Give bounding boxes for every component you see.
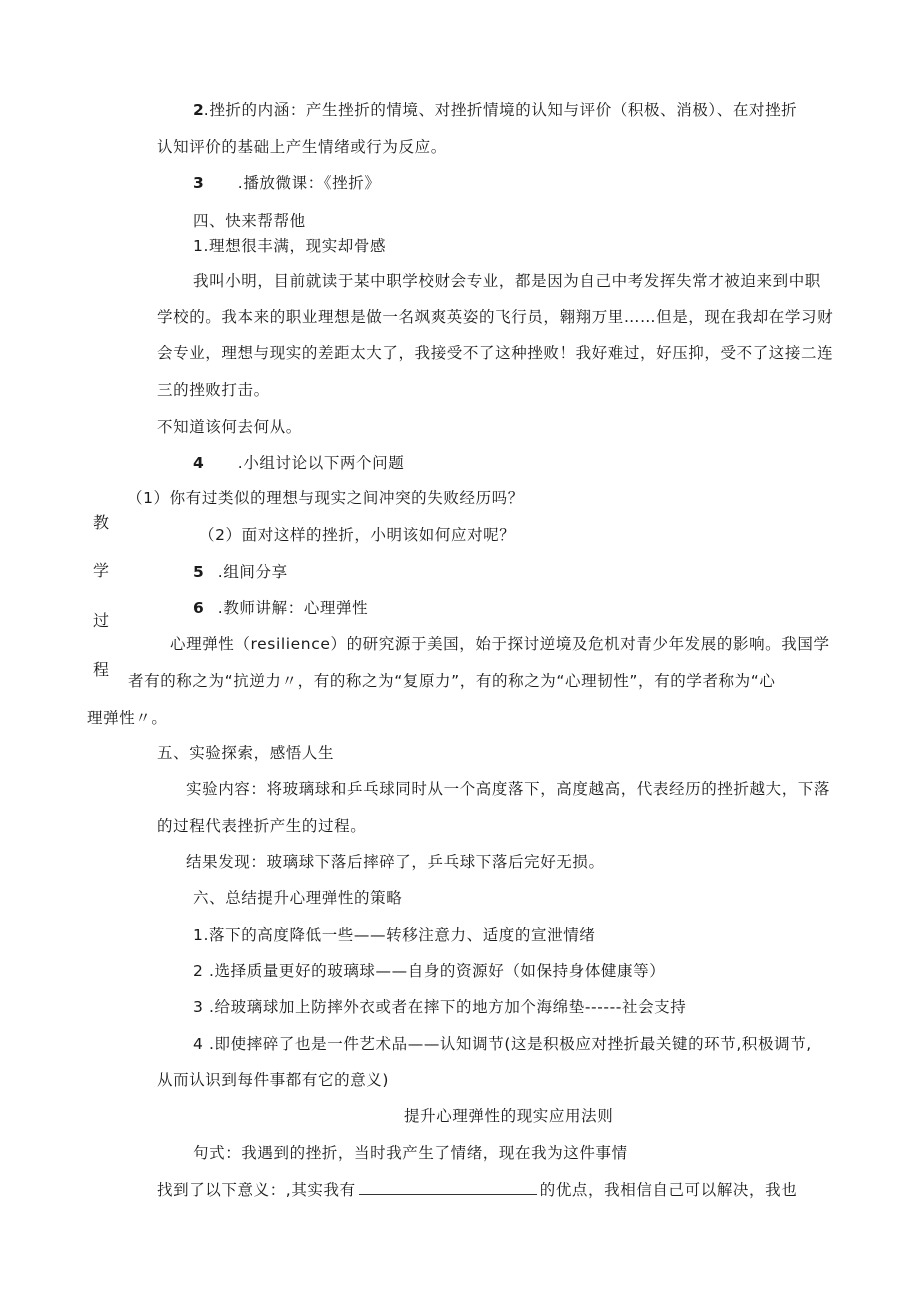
strategy-item: 1.落下的高度降低一些——转移注意力、适度的宣泄情绪 bbox=[193, 926, 596, 944]
strategy-item: 3 .给玻璃球加上防摔外衣或者在摔下的地方加个海绵垫------社会支持 bbox=[193, 998, 687, 1016]
story-line: 学校的。我本来的职业理想是做一名飒爽英姿的飞行员，翱翔万里……但是，现在我却在学习财 bbox=[157, 308, 834, 326]
item-5-text: .组间分享 bbox=[217, 563, 288, 581]
rule-line-1: 句式：我遇到的挫折，当时我产生了情绪，现在我为这件事情 bbox=[193, 1144, 628, 1162]
experiment-result: 结果发现：玻璃球下落后摔碎了，乒乓球下落后完好无损。 bbox=[186, 853, 605, 871]
question-2: （2）面对这样的挫折，小明该如何应对呢？ bbox=[199, 526, 516, 544]
rule-line-2-end: 的优点，我相信自己可以解决，我也 bbox=[539, 1181, 798, 1199]
item-3-text: .播放微课：《挫折》 bbox=[237, 174, 381, 192]
rule-line-2 bbox=[157, 1180, 797, 1200]
strategy-item-cont: 从而认识到每件事都有它的意义) bbox=[157, 1071, 390, 1089]
item-4 bbox=[193, 453, 404, 473]
section-4-subtitle: 1.理想很丰满，现实却骨感 bbox=[193, 237, 387, 255]
resilience-line: 心理弹性（resilience）的研究源于美国，始于探讨逆境及危机对青少年发展的影响。我国学 bbox=[170, 635, 830, 653]
item-3-number: 3 bbox=[193, 174, 204, 192]
side-label-char: 过 bbox=[93, 611, 110, 630]
rule-line-2-start: 找到了以下意义：,其实我有 bbox=[157, 1181, 356, 1199]
side-label-char: 学 bbox=[93, 561, 110, 580]
story-line: 我叫小明，目前就读于某中职学校财会专业，都是因为自己中考发挥失常才被迫来到中职 bbox=[193, 272, 821, 290]
item-6-number: 6 bbox=[193, 599, 204, 617]
item-4-number: 4 bbox=[193, 454, 204, 472]
side-label-char: 程 bbox=[93, 660, 110, 679]
item-2-line-2: 认知评价的基础上产生情绪或行为反应。 bbox=[157, 138, 447, 156]
item-5-number: 5 bbox=[193, 563, 204, 581]
section-4-heading: 四、快来帮帮他 bbox=[193, 212, 306, 230]
item-6-text: .教师讲解：心理弹性 bbox=[217, 599, 369, 617]
strategy-item: 2 .选择质量更好的玻璃球——自身的资源好（如保持身体健康等） bbox=[193, 962, 666, 980]
item-2-text: .挫折的内涵：产生挫折的情境、对挫折情境的认知与评价（积极、消极）、在对挫折 bbox=[203, 101, 798, 119]
section-5-heading: 五、实验探索，感悟人生 bbox=[157, 744, 335, 762]
item-6 bbox=[193, 598, 368, 618]
fill-in-blank[interactable] bbox=[359, 1180, 537, 1195]
side-label-char: 教 bbox=[93, 513, 110, 532]
strategy-item: 4 .即使摔碎了也是一件艺术品——认知调节(这是积极应对挫折最关键的环节,积极调节, bbox=[193, 1035, 812, 1053]
experiment-line: 实验内容：将玻璃球和乒乓球同时从一个高度落下，高度越高，代表经历的挫折越大，下落 bbox=[186, 780, 831, 798]
experiment-line: 的过程代表挫折产生的过程。 bbox=[157, 817, 367, 835]
story-line: 三的挫败打击。 bbox=[157, 381, 270, 399]
item-5 bbox=[193, 562, 288, 582]
rule-title: 提升心理弹性的现实应用法则 bbox=[404, 1107, 614, 1125]
item-2-line-1 bbox=[193, 100, 797, 120]
section-6-heading: 六、总结提升心理弹性的策略 bbox=[193, 889, 403, 907]
question-1: （1）你有过类似的理想与现实之间冲突的失败经历吗？ bbox=[127, 489, 524, 507]
story-line: 会专业，理想与现实的差距太大了，我接受不了这种挫败！我好难过，好压抑，受不了这接二连 bbox=[157, 344, 834, 362]
item-4-text: .小组讨论以下两个问题 bbox=[237, 454, 405, 472]
story-end: 不知道该何去何从。 bbox=[157, 418, 302, 436]
resilience-line: 理弹性〃。 bbox=[87, 709, 168, 727]
item-3 bbox=[193, 173, 380, 193]
resilience-line: 者有的称之为“抗逆力〃，有的称之为“复原力”，有的称之为“心理韧性”，有的学者称为“心 bbox=[128, 672, 776, 690]
item-2-number: 2 bbox=[193, 101, 204, 119]
